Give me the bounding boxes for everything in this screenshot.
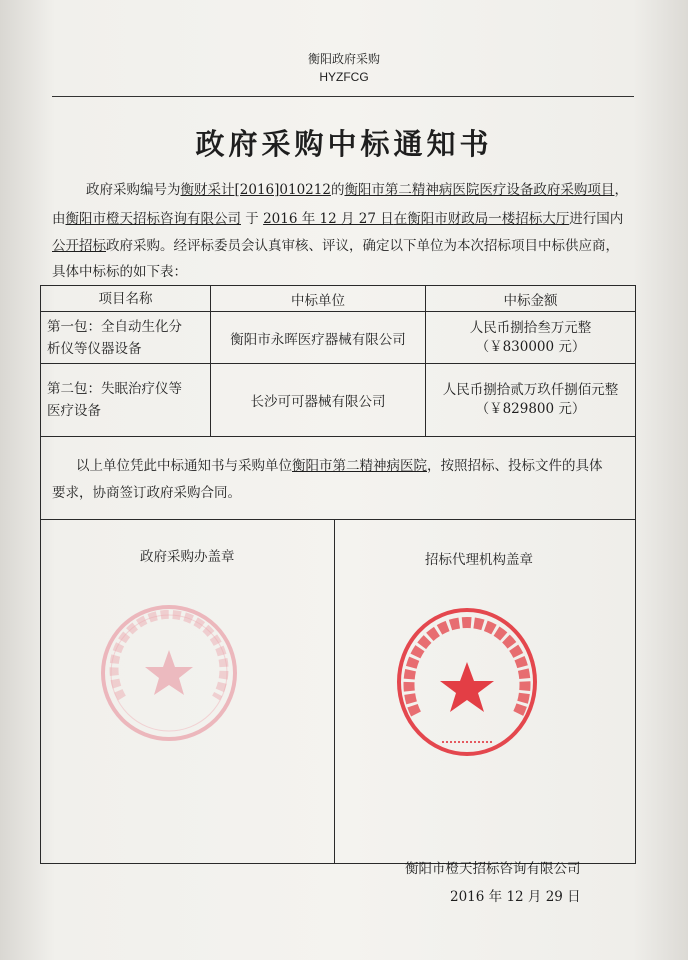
amount-cell	[426, 364, 636, 437]
table-header-row	[41, 286, 636, 312]
text: 政府采购。经评标委员会认真审核、评议，确定以下单位为本次招标项目中标供应商，	[106, 238, 619, 254]
header-item: 项目名称	[41, 286, 211, 312]
intro-line-1	[86, 180, 628, 201]
procurement-number: 衡财采计[2016]010212	[180, 182, 331, 198]
amount-figure: （￥830000 元）	[475, 338, 586, 355]
bid-date: 2016 年 12 月 27 日	[263, 211, 394, 227]
issuer-name: 衡阳市橙天招标咨询有限公司	[405, 861, 581, 877]
left-seal-label: 政府采购办盖章	[140, 549, 235, 565]
item-line: 析仪等仪器设备	[47, 340, 142, 357]
amount-figure: （￥829800 元）	[475, 401, 586, 417]
header-org: 衡阳政府采购	[307, 52, 380, 66]
notice-line-1	[76, 456, 603, 477]
buyer-name: 衡阳市第二精神病医院	[292, 458, 427, 474]
bid-location: 在衡阳市财政局一楼招标大厅	[393, 211, 570, 227]
header-amount: 中标金额	[426, 286, 636, 312]
text: 于	[241, 211, 264, 227]
winner-cell: 衡阳市永晖医疗器械有限公司	[211, 312, 426, 364]
agency-seal-icon	[392, 604, 542, 760]
table-row	[41, 364, 636, 437]
text: 的	[330, 182, 345, 198]
item-cell	[41, 312, 211, 364]
text: 由	[52, 211, 66, 227]
item-line: 医疗设备	[47, 403, 101, 419]
award-table	[40, 285, 636, 437]
text: 以上单位凭此中标通知书与采购单位	[76, 458, 292, 474]
amount-words: 人民币捌拾贰万玖仟捌佰元整	[442, 382, 619, 398]
header-code: HYZFCG	[319, 70, 369, 84]
document-title: 政府采购中标通知书	[195, 127, 493, 161]
procurement-method: 公开招标	[52, 238, 106, 254]
text: ，按照招标、投标文件的具体	[427, 458, 603, 474]
amount-cell	[426, 312, 636, 364]
right-seal-label: 招标代理机构盖章	[425, 552, 533, 568]
intro-line-2	[52, 209, 623, 230]
agency-name: 衡阳市橙天招标咨询有限公司	[65, 211, 241, 227]
seal-column-divider	[334, 519, 335, 864]
header-rule	[52, 96, 634, 97]
header-winner: 中标单位	[211, 286, 426, 312]
government-office-seal-icon	[94, 598, 244, 748]
intro-line-3	[52, 236, 619, 257]
intro-line-4: 具体中标标的如下表：	[52, 264, 187, 280]
text: ，	[614, 182, 628, 198]
text: 政府采购编号为	[86, 182, 181, 198]
item-line: 第二包：失眠治疗仪等	[47, 381, 182, 397]
issue-date: 2016 年 12 月 29 日	[450, 889, 581, 905]
item-line: 第一包：全自动生化分	[47, 318, 182, 335]
winner-cell: 长沙可可器械有限公司	[211, 364, 426, 437]
notice-line-2: 要求，协商签订政府采购合同。	[52, 485, 241, 501]
amount-words: 人民币捌拾叁万元整	[469, 319, 592, 336]
table-row	[41, 312, 636, 364]
seal-divider	[40, 519, 636, 520]
item-cell	[41, 364, 211, 437]
text: 进行国内	[569, 211, 624, 227]
project-name: 衡阳市第二精神病医院医疗设备政府采购项目	[344, 182, 615, 198]
